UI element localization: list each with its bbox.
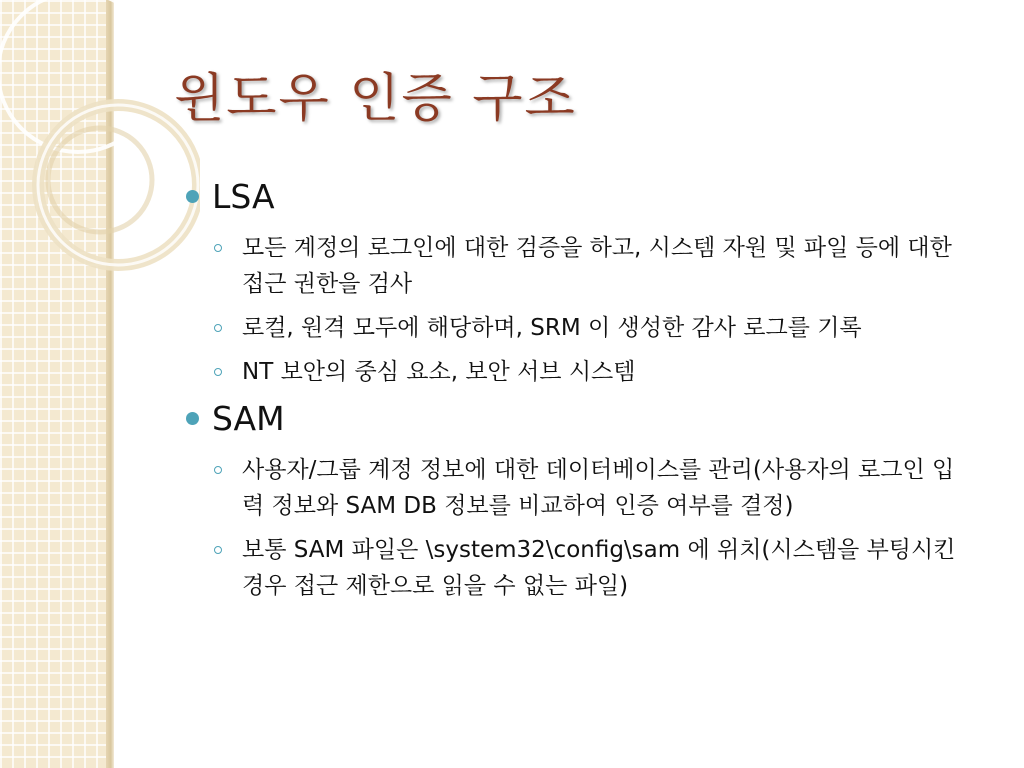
list-item	[242, 354, 974, 390]
list-item-text: 보통 SAM 파일은 \system32\config\sam 에 위치(시스템을 부팅시킨 경우 접근 제한으로 읽을 수 없는 파일)	[242, 537, 956, 599]
bullet-ring-icon	[214, 546, 222, 554]
bullet-ring-icon	[214, 324, 222, 332]
list-item	[242, 310, 974, 346]
section-heading-text: SAM	[212, 399, 285, 438]
list-item-text: 사용자/그룹 계정 정보에 대한 데이터베이스를 관리(사용자의 로그인 입력 정보와 SAM DB 정보를 비교하여 인증 여부를 결정)	[242, 457, 955, 519]
slide-body	[186, 176, 986, 612]
list-item	[242, 532, 974, 604]
bullet-ring-icon	[214, 466, 222, 474]
list-item	[242, 452, 974, 524]
section-heading-text: LSA	[212, 177, 275, 216]
list-item	[242, 230, 974, 302]
slide-title: 윈도우 인증 구조	[174, 69, 577, 129]
list-item-text: 모든 계정의 로그인에 대한 검증을 하고, 시스템 자원 및 파일 등에 대한 접근 권한을 검사	[242, 235, 952, 297]
list-item-text: 로컬, 원격 모두에 해당하며, SRM 이 생성한 감사 로그를 기록	[242, 315, 862, 341]
list-item-text: NT 보안의 중심 요소, 보안 서브 시스템	[242, 359, 636, 385]
section-heading-sam	[186, 398, 986, 440]
section-heading-lsa	[186, 176, 986, 218]
bullet-dot-icon	[186, 412, 199, 425]
decorative-rings	[0, 0, 200, 280]
bullet-ring-icon	[214, 244, 222, 252]
bullet-ring-icon	[214, 368, 222, 376]
bullet-dot-icon	[186, 190, 199, 203]
